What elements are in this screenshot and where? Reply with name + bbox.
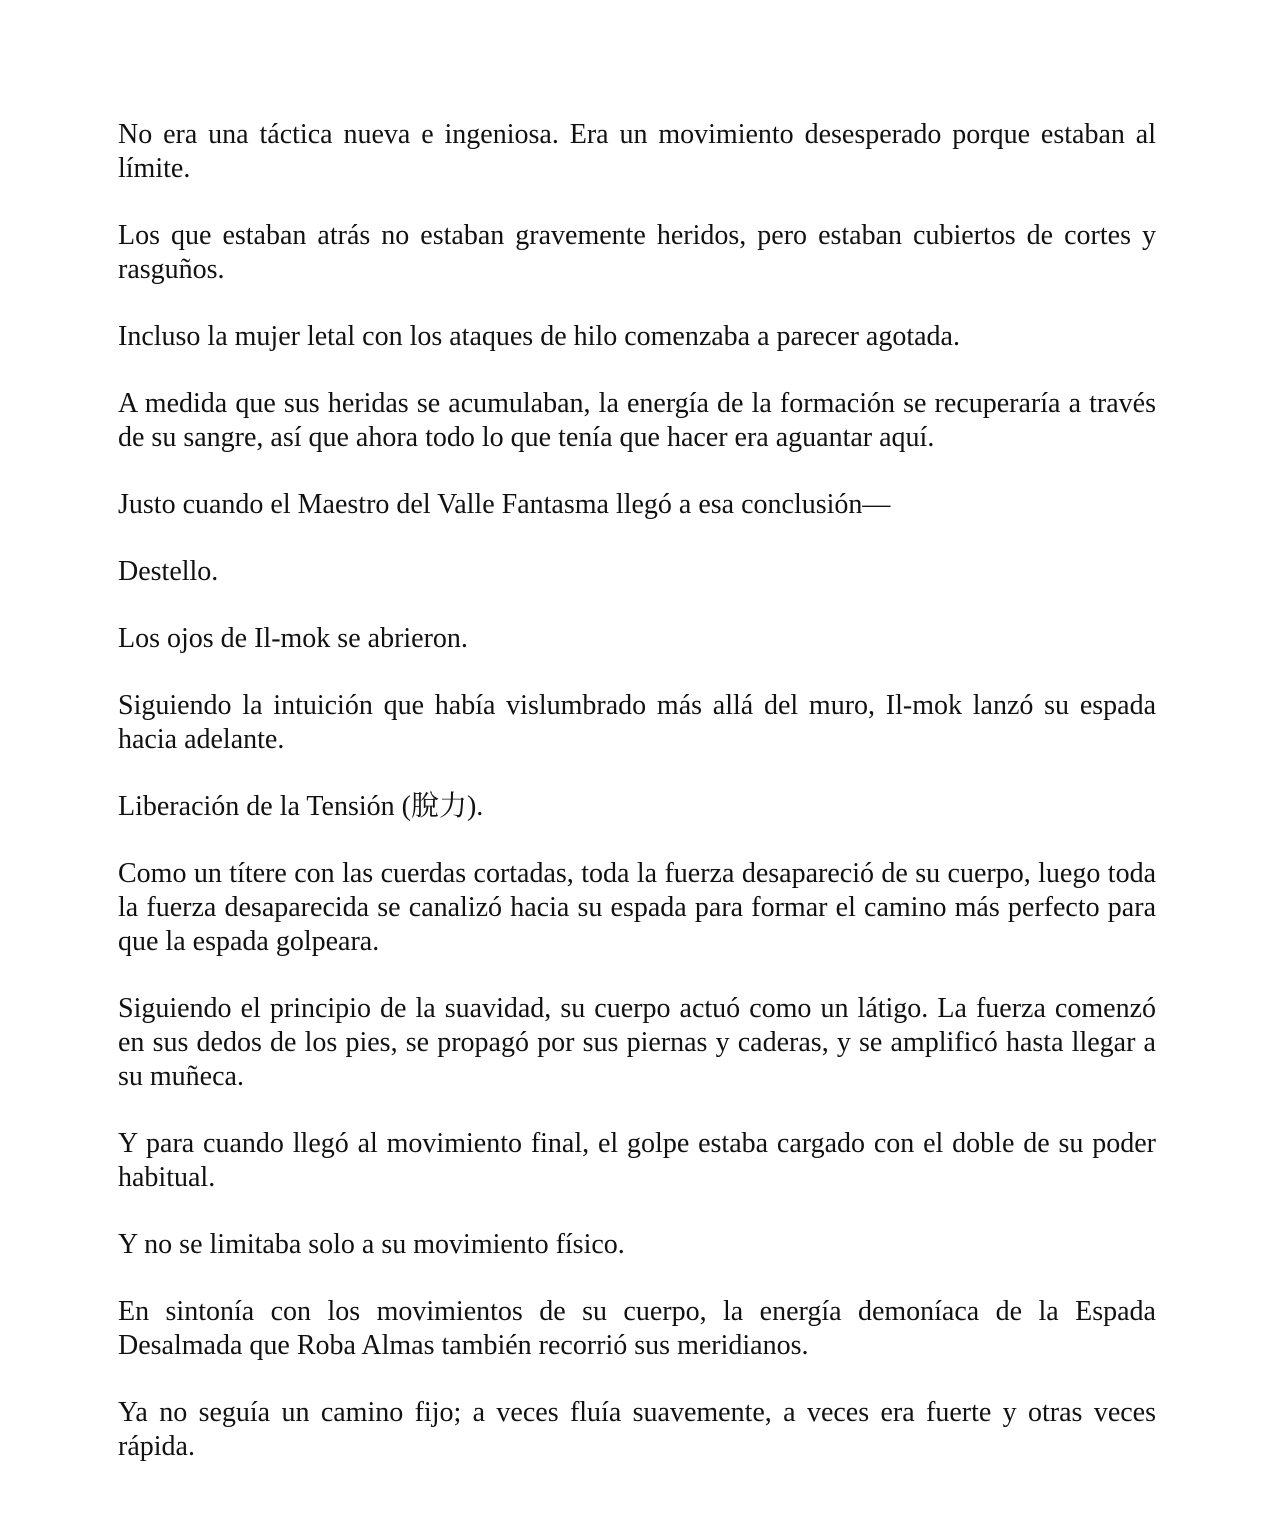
paragraph: Los que estaban atrás no estaban gravemente heridos, pero estaban cubiertos de cortes y rasguños. — [118, 220, 1156, 285]
paragraph: Ya no seguía un camino fijo; a veces fluía suavemente, a veces era fuerte y otras veces rápida. — [118, 1397, 1156, 1462]
paragraph: Justo cuando el Maestro del Valle Fantasma llegó a esa conclusión— — [118, 489, 891, 520]
paragraph: En sintonía con los movimientos de su cuerpo, la energía demoníaca de la Espada Desalmada que Roba Almas también recorrió sus meridianos. — [118, 1296, 1156, 1361]
paragraph: No era una táctica nueva e ingeniosa. Era un movimiento desesperado porque estaban al límite. — [118, 119, 1156, 184]
paragraph: A medida que sus heridas se acumulaban, la energía de la formación se recuperaría a través de su sangre, así que ahora todo lo que tenía que hacer era aguantar aquí. — [118, 388, 1156, 453]
paragraph: Incluso la mujer letal con los ataques de hilo comenzaba a parecer agotada. — [118, 321, 960, 352]
document-page — [118, 118, 1156, 1497]
paragraph: Y para cuando llegó al movimiento final, el golpe estaba cargado con el doble de su poder habitual. — [118, 1128, 1156, 1193]
paragraph: Liberación de la Tensión (脫力). — [118, 791, 484, 822]
paragraph: Siguiendo el principio de la suavidad, su cuerpo actuó como un látigo. La fuerza comenzó en sus dedos de los pies, se propagó por sus piernas y caderas, y se amplificó hasta llegar a su muñeca. — [118, 993, 1156, 1092]
paragraph: Y no se limitaba solo a su movimiento físico. — [118, 1229, 625, 1260]
paragraph: Destello. — [118, 556, 219, 587]
paragraph: Los ojos de Il-mok se abrieron. — [118, 623, 468, 654]
paragraph: Siguiendo la intuición que había vislumbrado más allá del muro, Il-mok lanzó su espada hacia adelante. — [118, 690, 1156, 755]
paragraph: Como un títere con las cuerdas cortadas, toda la fuerza desapareció de su cuerpo, luego toda la fuerza desaparecida se canalizó hacia su espada para formar el camino más perfecto para que la espada golpeara. — [118, 858, 1156, 957]
